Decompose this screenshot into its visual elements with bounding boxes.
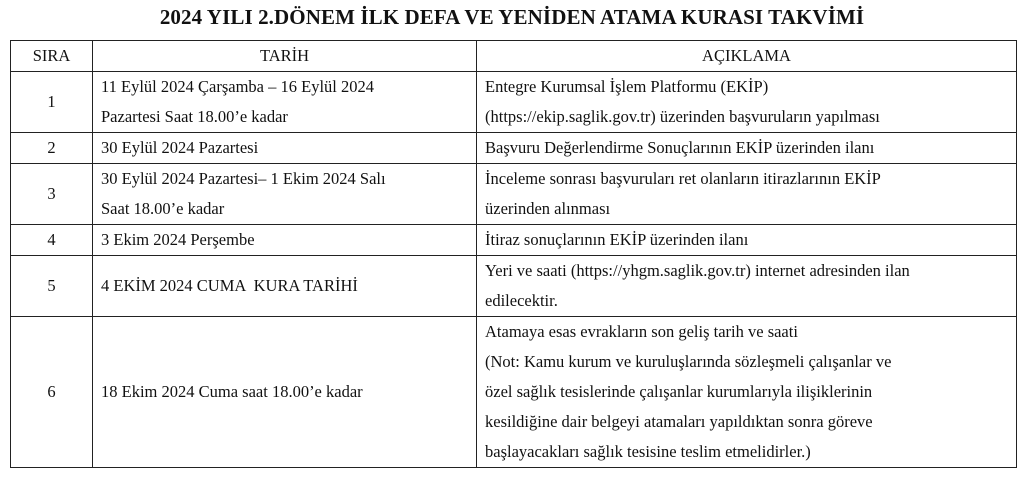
row-description-line: (https://ekip.saglik.gov.tr) üzerinden başvuruların yapılması — [485, 107, 880, 126]
row-number: 5 — [11, 256, 93, 317]
header-tarih: TARİH — [93, 41, 477, 72]
table-row — [11, 133, 1017, 164]
row-number: 6 — [11, 317, 93, 468]
row-date-line: 3 Ekim 2024 Perşembe — [101, 230, 255, 249]
schedule-table — [10, 40, 1017, 468]
table-header-row — [11, 41, 1017, 72]
row-number: 1 — [11, 72, 93, 133]
row-description — [477, 72, 1017, 133]
row-number: 4 — [11, 225, 93, 256]
row-description — [477, 317, 1017, 468]
document-title: 2024 YILI 2.DÖNEM İLK DEFA VE YENİDEN ATAMA KURASI TAKVİMİ — [159, 5, 865, 29]
row-date — [93, 317, 477, 468]
row-date-line: 11 Eylül 2024 Çarşamba – 16 Eylül 2024 — [101, 77, 374, 96]
row-date — [93, 72, 477, 133]
row-date-line: 30 Eylül 2024 Pazartesi — [101, 138, 259, 157]
row-description-line: edilecektir. — [485, 291, 558, 310]
row-description-line: özel sağlık tesislerinde çalışanlar kurumlarıyla ilişiklerinin — [485, 382, 873, 401]
row-date-line: 18 Ekim 2024 Cuma saat 18.00’e kadar — [101, 382, 363, 401]
row-description-line: başlayacakları sağlık tesisine teslim etmelidirler.) — [485, 442, 811, 461]
row-date — [93, 225, 477, 256]
row-description — [477, 133, 1017, 164]
row-description — [477, 164, 1017, 225]
row-description-line: Entegre Kurumsal İşlem Platformu (EKİP) — [485, 77, 769, 96]
row-date-line: 30 Eylül 2024 Pazartesi– 1 Ekim 2024 Salı — [101, 169, 386, 188]
row-description-line: Yeri ve saati (https://yhgm.saglik.gov.tr) internet adresinden ilan — [485, 261, 910, 280]
row-date — [93, 256, 477, 317]
row-description-line: kesildiğine dair belgeyi atamaları yapıldıktan sonra göreve — [485, 412, 873, 431]
row-date — [93, 133, 477, 164]
table-row — [11, 256, 1017, 317]
row-number: 3 — [11, 164, 93, 225]
row-description — [477, 256, 1017, 317]
row-description-line: Başvuru Değerlendirme Sonuçlarının EKİP üzerinden ilanı — [485, 138, 875, 157]
row-date-line: Pazartesi Saat 18.00’e kadar — [101, 107, 288, 126]
header-aciklama: AÇIKLAMA — [477, 41, 1017, 72]
row-description-line: İnceleme sonrası başvuruları ret olanların itirazlarının EKİP — [485, 169, 881, 188]
table-row — [11, 225, 1017, 256]
table-row — [11, 317, 1017, 468]
row-date-line: Saat 18.00’e kadar — [101, 199, 225, 218]
row-description-line: Atamaya esas evrakların son geliş tarih ve saati — [485, 322, 798, 341]
table-row — [11, 72, 1017, 133]
row-number: 2 — [11, 133, 93, 164]
row-description-line: İtiraz sonuçlarının EKİP üzerinden ilanı — [485, 230, 749, 249]
row-description-line: üzerinden alınması — [485, 199, 611, 218]
row-description — [477, 225, 1017, 256]
table-row — [11, 164, 1017, 225]
header-sira: SIRA — [11, 41, 93, 72]
row-date-line: 4 EKİM 2024 CUMA KURA TARİHİ — [101, 276, 358, 295]
row-description-line: (Not: Kamu kurum ve kuruluşlarında sözleşmeli çalışanlar ve — [485, 352, 892, 371]
row-date — [93, 164, 477, 225]
